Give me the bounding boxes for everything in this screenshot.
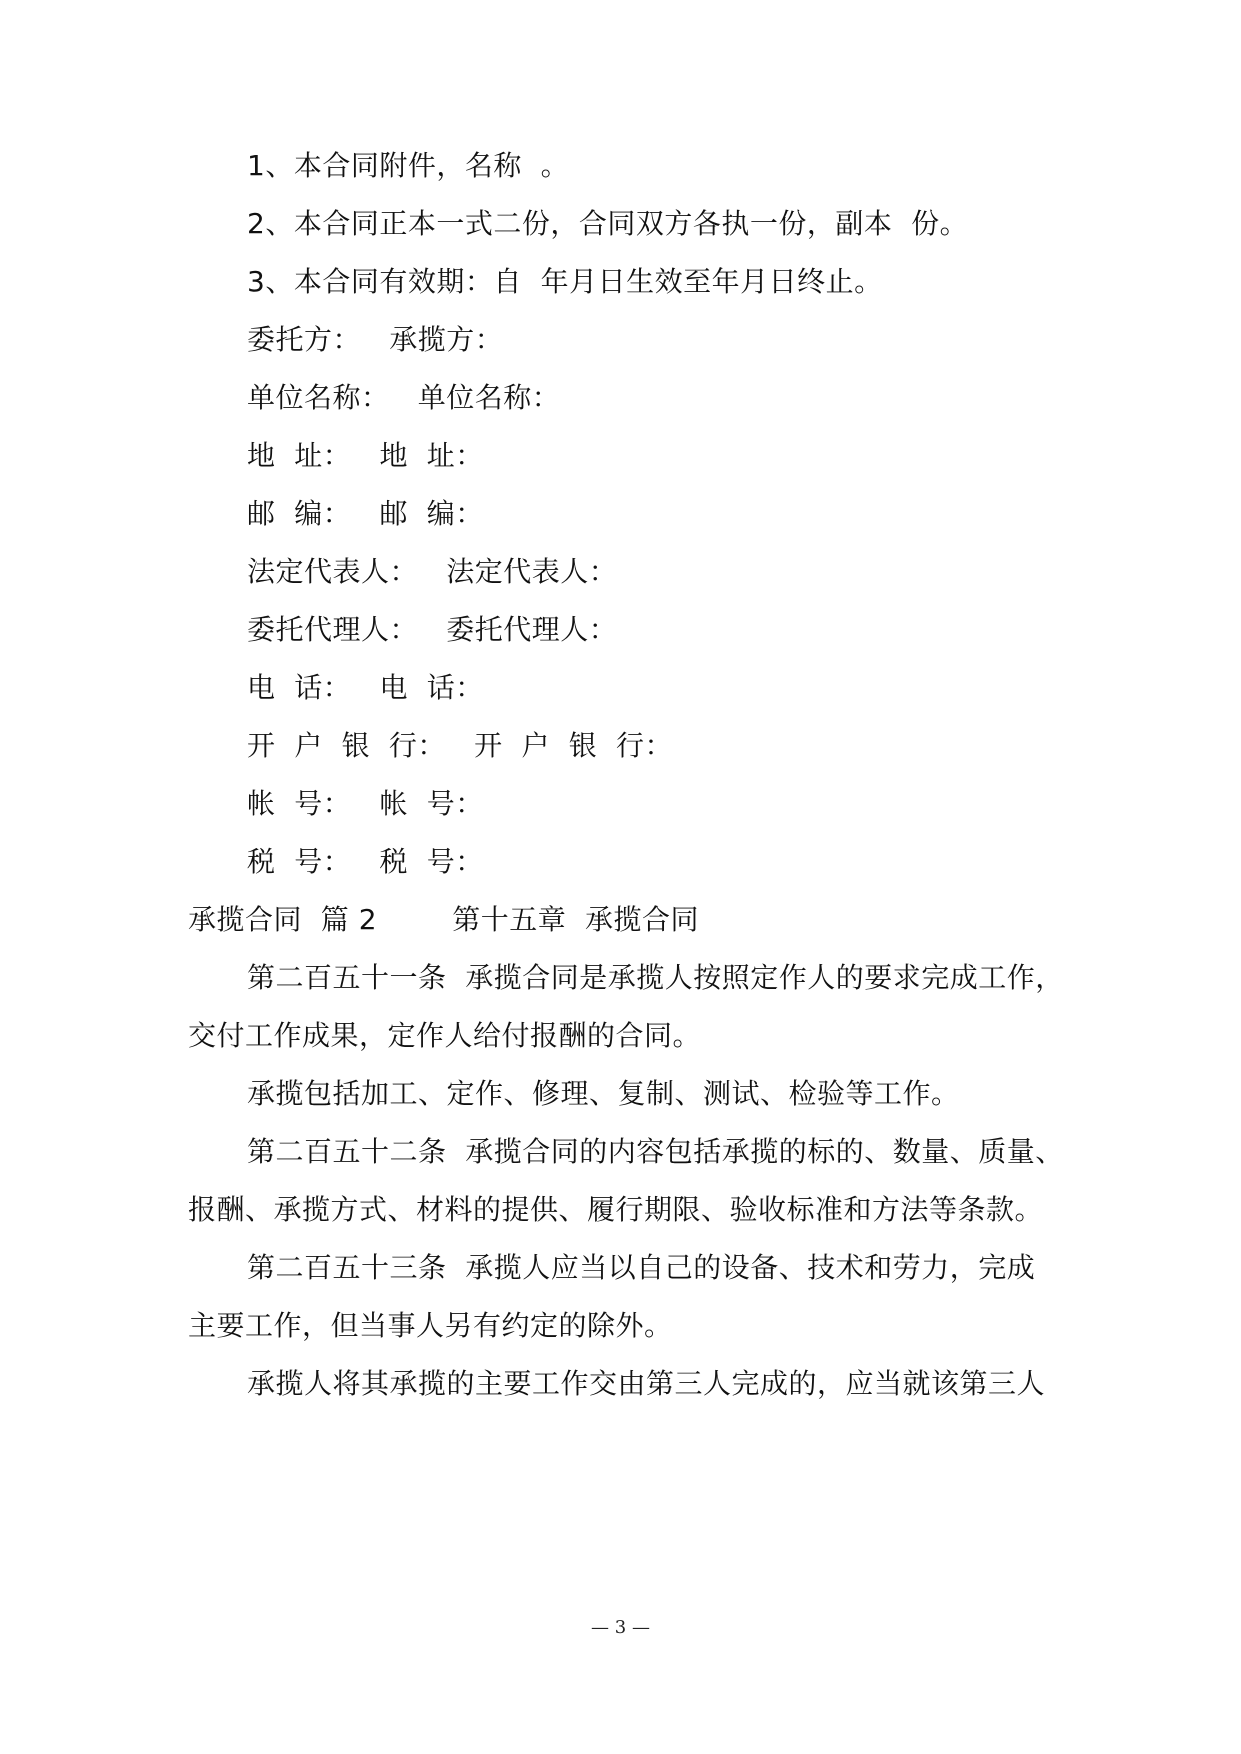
work-scope-line: 承揽包括加工、定作、修理、复制、测试、检验等工作。 [247,1077,960,1110]
account-line: 帐 号： 帐 号： [247,787,484,820]
validity-clause: 3、本合同有效期：自 年月日生效至年月日终止。 [247,265,883,298]
address-line: 地 址： 地 址： [247,439,484,472]
article-251-line-1: 第二百五十一条 承揽合同是承揽人按照定作人的要求完成工作， [247,961,1064,994]
parties-line: 委托方： 承揽方： [247,323,504,356]
agent-line: 委托代理人： 委托代理人： [247,613,618,646]
attachment-clause: 1、本合同附件，名称 。 [247,149,570,182]
article-251-line-2: 交付工作成果，定作人给付报酬的合同。 [188,1019,702,1052]
article-253-line-1: 第二百五十三条 承揽人应当以自己的设备、技术和劳力，完成 [247,1251,1036,1284]
legal-rep-line: 法定代表人： 法定代表人： [247,555,618,588]
unit-name-line: 单位名称： 单位名称： [247,381,561,414]
postcode-line: 邮 编： 邮 编： [247,497,484,530]
phone-line: 电 话： 电 话： [247,671,484,704]
subcontract-line: 承揽人将其承揽的主要工作交由第三人完成的，应当就该第三人 [247,1367,1046,1400]
page-number: — 3 — [591,1617,650,1638]
tax-id-line: 税 号： 税 号： [247,845,484,878]
bank-line: 开 户 银 行： 开 户 银 行： [247,729,674,762]
copies-clause: 2、本合同正本一式二份，合同双方各执一份，副本 份。 [247,207,969,240]
article-253-line-2: 主要工作，但当事人另有约定的除外。 [188,1309,673,1342]
section-heading: 承揽合同 篇 2 第十五章 承揽合同 [188,903,700,936]
article-252-line-2: 报酬、承揽方式、材料的提供、履行期限、验收标准和方法等条款。 [188,1193,1044,1226]
article-252-line-1: 第二百五十二条 承揽合同的内容包括承揽的标的、数量、质量、 [247,1135,1064,1168]
